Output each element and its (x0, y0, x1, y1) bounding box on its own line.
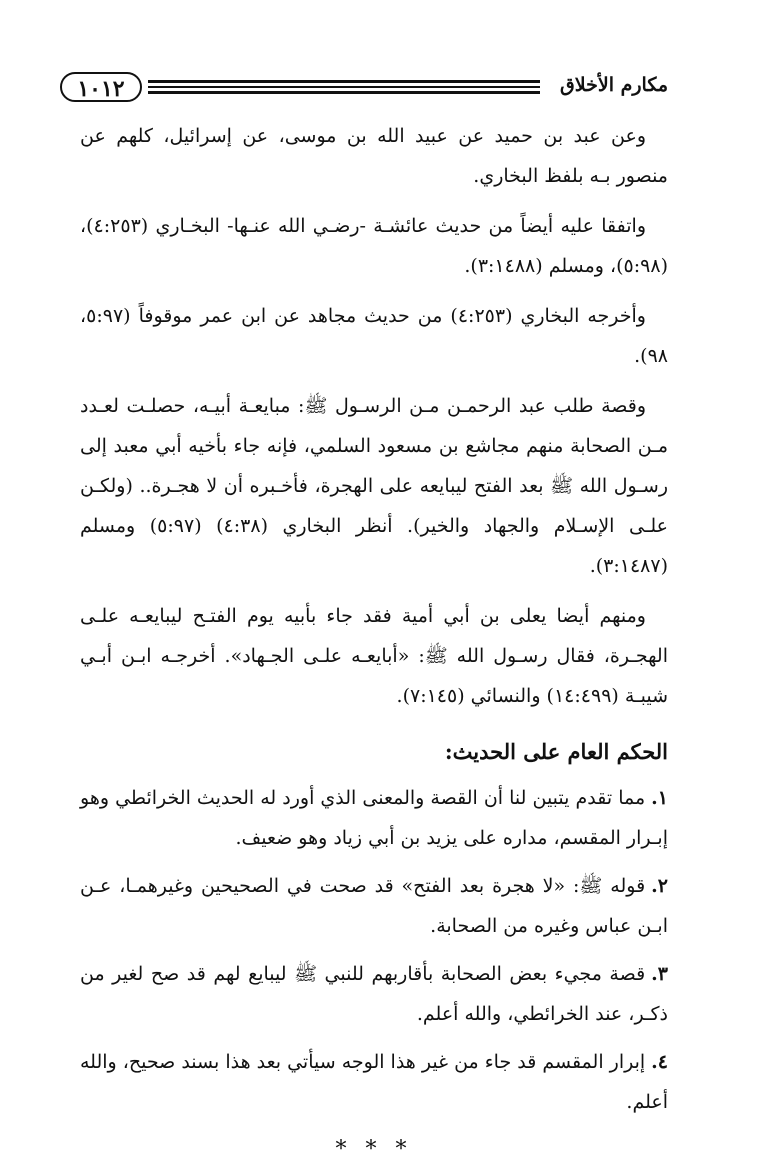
paragraph-1: وعن عبد بن حميد عن عبيد الله بن موسى، عن إسرائيل، كلهم عن منصور بـه بلفظ البخاري. (80, 125, 668, 187)
list-item (80, 1042, 668, 1122)
header-rule (148, 78, 540, 96)
page-body (80, 116, 668, 1170)
paragraph-5: ومنهم أيضا يعلى بن أبي أمية فقد جاء بأبيه يوم الفتـح ليبايعـه علـى الهجـرة، فقال رسـول الله ﷺ: «أبايعـه علـى الجـهاد». أخرجـه ابـن أبـي شيبـة (١٤:٤٩٩) والنسائي (٧:١٤٥). (80, 605, 668, 707)
paragraph-4: وقصة طلب عبد الرحمـن مـن الرسـول ﷺ: مبايعـة أبيـه، حصلـت لعـدد مـن الصحابة منهم مجاشع بن مسعود السلمي، فإنه جاء بأخيه أبي معبد إلى رسـول الله ﷺ بعد الفتح ليبايعه على الهجرة، فأخـبره أن لا هجـرة.. (ولكـن علـى الإسـلام والجهاد والخير). أنظر البخاري (٤:٣٨) (٥:٩٧) ومسلم (٣:١٤٨٧). (80, 395, 668, 577)
list-item (80, 866, 668, 946)
page-header (60, 70, 668, 110)
book-title: مكارم الأخلاق (560, 74, 668, 96)
page-number: ١٠١٢ (60, 72, 142, 102)
item-text: قوله ﷺ: «لا هجرة بعد الفتح» قد صحت في الصحيحين وغيرهمـا، عـن ابـن عباس وغيره من الصحابة. (80, 875, 668, 937)
list-item (80, 778, 668, 858)
item-text: قصة مجيء بعض الصحابة بأقاربهم للنبي ﷺ ليبايع لهم قد صح لغير من ذكـر، عند الخرائطي، والله أعلم. (80, 963, 668, 1025)
list-item (80, 954, 668, 1034)
paragraph-3: وأخرجه البخاري (٤:٢٥٣) من حديث مجاهد عن ابن عمر موقوفاً (٥:٩٧، ٩٨). (80, 305, 668, 367)
paragraph-2: واتفقا عليه أيضاً من حديث عائشـة -رضـي الله عنـها- البخـاري (٤:٢٥٣)، (٥:٩٨)، ومسلم (٣:١٤٨٨). (80, 215, 668, 277)
item-text: مما تقدم يتبين لنا أن القصة والمعنى الذي أورد له الحديث الخرائطي وهو إبـرار المقسم، مداره على يزيد بن أبي زياد وهو ضعيف. (80, 787, 668, 849)
item-text: إبرار المقسم قد جاء من غير هذا الوجه سيأتي بعد هذا بسند صحيح، والله أعلم. (80, 1051, 668, 1113)
end-mark: * * * (335, 1137, 413, 1162)
item-number: ٤. (651, 1051, 668, 1073)
rulings-list (80, 778, 668, 1122)
item-number: ١. (651, 787, 668, 809)
item-number: ٢. (651, 875, 668, 897)
item-number: ٣. (651, 963, 668, 985)
section-heading: الحكم العام على الحديث: (444, 739, 668, 764)
